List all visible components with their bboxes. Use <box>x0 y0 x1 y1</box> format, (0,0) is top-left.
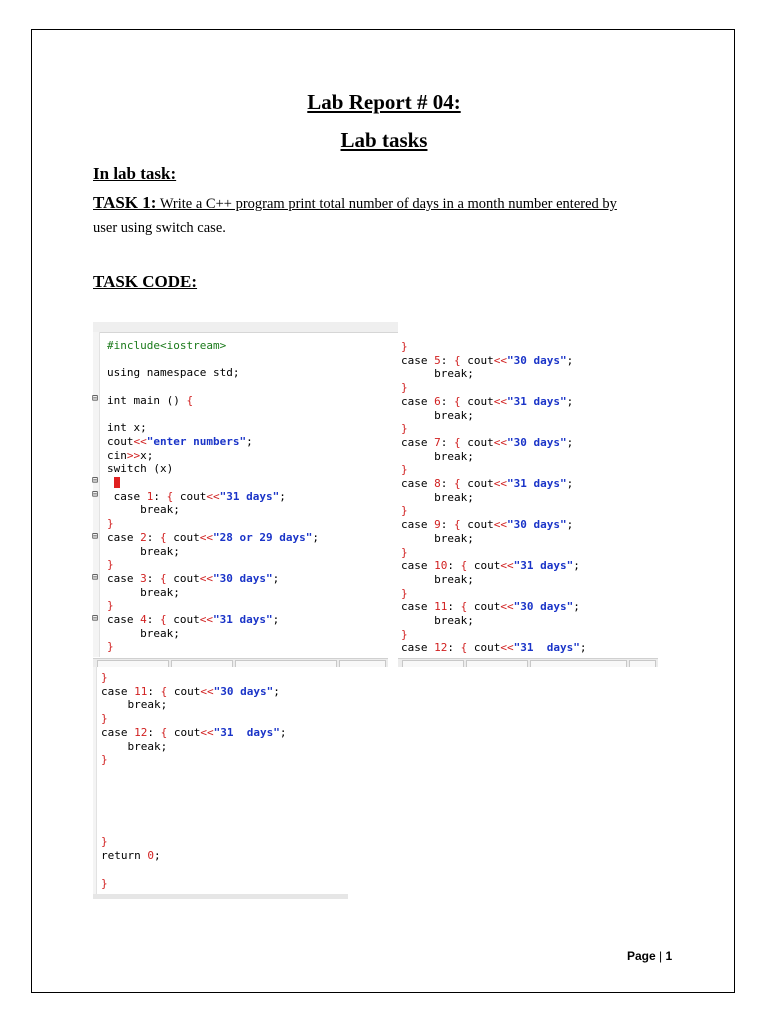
editor-tab[interactable] <box>466 660 528 667</box>
fold-marker-icon: ⊟ <box>92 475 99 486</box>
page-separator: | <box>659 949 663 963</box>
code-screenshot-right <box>398 336 658 657</box>
task1-text: Write a C++ program print total number of days in a month number entered by <box>156 196 617 212</box>
code-screenshot-bottom <box>93 667 348 899</box>
task1-line <box>93 193 617 213</box>
editor-tab[interactable] <box>530 660 627 667</box>
editor-tab[interactable] <box>97 660 169 667</box>
text-cursor <box>114 477 120 488</box>
fold-marker-icon: ⊟ <box>92 572 99 583</box>
editor-tab[interactable] <box>402 660 464 667</box>
page-footer <box>627 949 672 963</box>
task-code-heading: TASK CODE: <box>93 272 198 291</box>
editor-tab[interactable] <box>339 660 386 667</box>
fold-marker-icon: ⊟ <box>92 393 99 404</box>
task1-text-continued: user using switch case. <box>93 220 226 236</box>
editor-gutter <box>93 667 97 899</box>
fold-marker-icon: ⊟ <box>92 489 99 500</box>
code-block-right: } case 5: { cout<<"30 days"; break; } case 6: { cout<<"31 days"; break; } case 7: { cout<<"30 days"; break; } case 8: { cout<<"31 days"; break; } case 9: { cout<<"30 days"; break; } case 10: { cout<<"31 days"; break; } case 11: { cout<<"30 days"; break; } case 12: { cout<<"31 days"; <box>401 340 587 655</box>
fold-marker-icon: ⊟ <box>92 531 99 542</box>
editor-tab[interactable] <box>171 660 233 667</box>
editor-tab[interactable] <box>629 660 656 667</box>
report-subtitle: Lab tasks <box>340 128 428 152</box>
editor-tabbar-right <box>398 658 658 667</box>
editor-tabbar-left <box>93 658 388 667</box>
editor-tab[interactable] <box>235 660 337 667</box>
page-number: 1 <box>665 949 673 963</box>
code-block-left: #include<iostream> using namespace std; int main () { int x; cout<<"enter numbers"; cin>>x; switch (x) case 1: { cout<<"31 days"; break; } case 2: { cout<<"28 or 29 days"; break; } case 3: { cout<<"30 days"; break; } case 4: { cout<<"31 days"; break; } <box>107 339 319 654</box>
fold-marker-icon: ⊟ <box>92 613 99 624</box>
page-label: Page <box>627 949 656 963</box>
code-screenshot-left <box>93 322 398 657</box>
in-lab-heading: In lab task: <box>93 164 177 183</box>
code-block-bottom: } case 11: { cout<<"30 days"; break; } case 12: { cout<<"31 days"; break; } } return 0; } <box>101 671 287 890</box>
report-title: Lab Report # 04: <box>307 90 461 114</box>
editor-scrollbar[interactable] <box>93 894 348 899</box>
editor-tab-strip <box>93 322 398 333</box>
task1-label: TASK 1: <box>93 193 157 212</box>
